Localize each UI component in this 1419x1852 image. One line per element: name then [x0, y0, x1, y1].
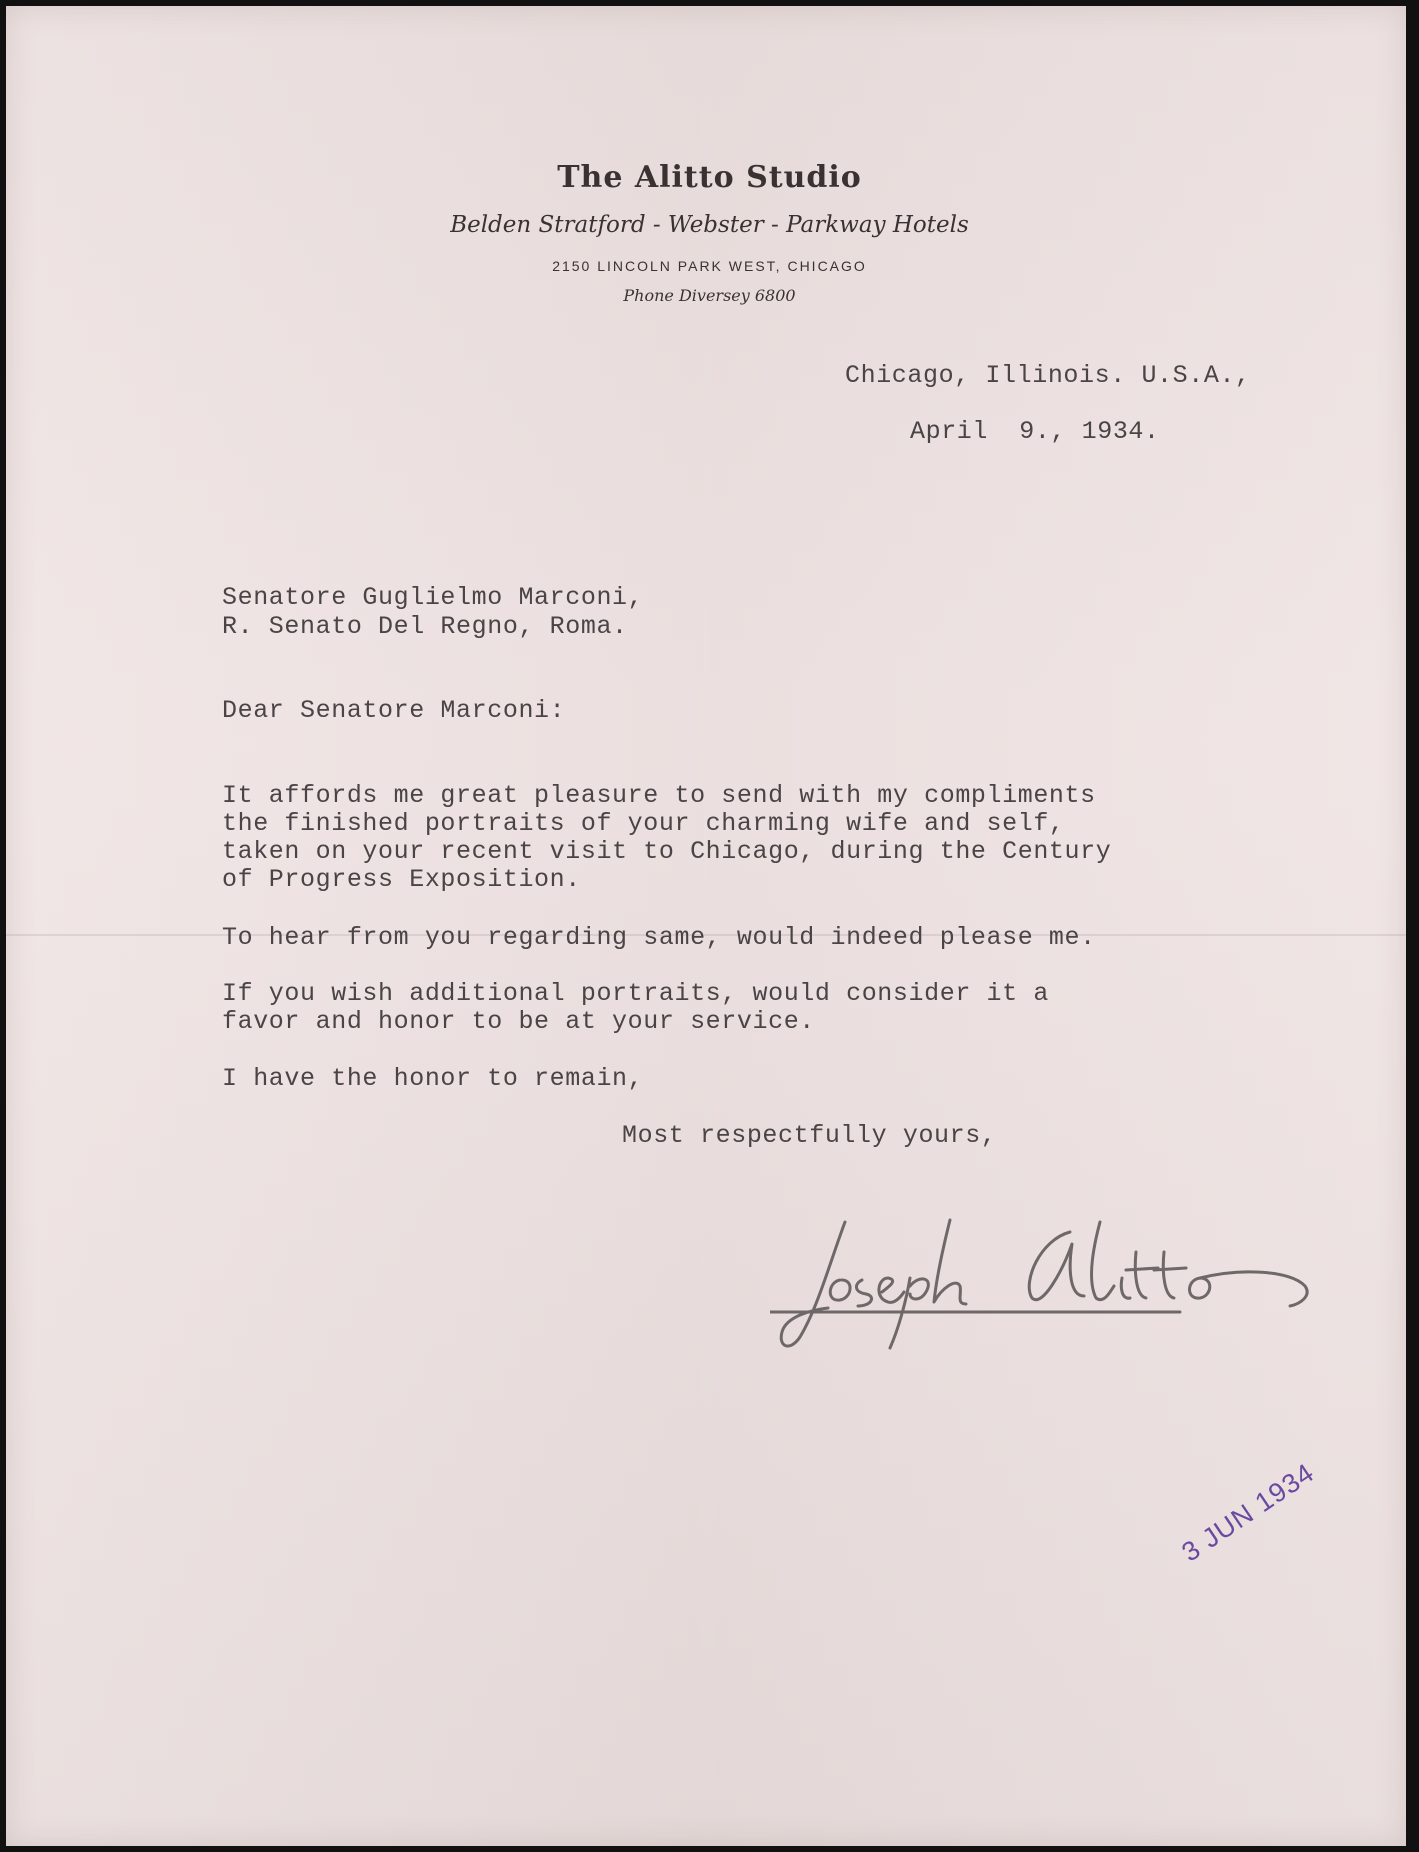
recipient-name: Senatore Guglielmo Marconi,	[222, 583, 644, 612]
received-date-stamp: 3 JUN 1934	[1176, 1457, 1320, 1568]
letterhead-address: 2150 LINCOLN PARK WEST, CHICAGO	[552, 258, 867, 274]
letterhead-phone: Phone Diversey 6800	[623, 286, 796, 305]
letterhead-studio-name: The Alitto Studio	[557, 160, 862, 195]
letter-place: Chicago, Illinois. U.S.A.,	[845, 361, 1251, 390]
salutation: Dear Senatore Marconi:	[222, 696, 566, 725]
recipient-address: R. Senato Del Regno, Roma.	[222, 612, 628, 641]
handwritten-signature	[770, 1212, 1310, 1362]
body-paragraph-2: To hear from you regarding same, would indeed please me.	[222, 923, 1096, 952]
body-paragraph-1: It affords me great pleasure to send with my compliments the finished portraits of your charming wife and self, taken on your recent visit to Chicago, during the Century of Progress Exposition.	[222, 781, 1112, 894]
letterhead-hotels: Belden Stratford - Webster - Parkway Hotels	[450, 212, 969, 238]
closing: Most respectfully yours,	[622, 1121, 997, 1150]
body-paragraph-4: I have the honor to remain,	[222, 1064, 644, 1093]
body-paragraph-3: If you wish additional portraits, would consider it a favor and honor to be at your service.	[222, 979, 1049, 1036]
letter-date: April 9., 1934.	[910, 417, 1160, 446]
